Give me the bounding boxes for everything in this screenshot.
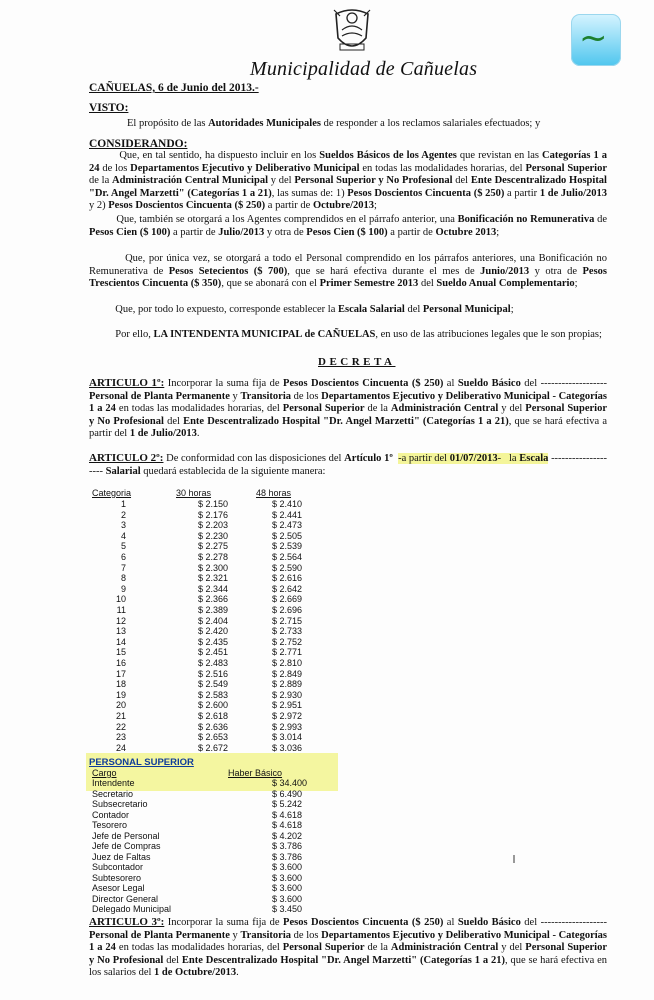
app-badge-icon: ~ [571,14,621,66]
scale-value-30h: $ 2.344 [198,583,229,594]
scale-row [0,700,654,711]
scale-value-30h: $ 2.230 [198,530,229,541]
ps-row [0,778,654,789]
scale-row [0,669,654,680]
scale-category: 11 [116,605,126,615]
scale-value-48h: $ 2.696 [272,605,303,615]
scale-value-30h: $ 2.549 [198,679,229,690]
scale-value-48h: $ 3.036 [272,742,303,753]
ps-cargo: Secretario [92,788,134,799]
municipality-title: Municipalidad de Cañuelas [250,58,478,80]
ps-row [0,873,654,884]
ps-haber: $ 3.600 [272,872,303,883]
scale-row [0,711,654,722]
scale-value-30h: $ 2.150 [198,499,229,509]
ps-row [0,799,654,810]
scale-value-48h: $ 2.889 [272,679,303,690]
scale-row [0,531,654,542]
ps-row [0,841,654,852]
ps-cargo: Intendente [92,778,135,788]
scale-category: 21 [115,711,126,721]
ps-haber: $ 3.600 [272,893,303,904]
scale-value-48h: $ 2.473 [272,520,303,531]
ps-cargo: Tesorero [92,820,128,830]
scale-header-category: Categoria [92,488,132,498]
scale-value-30h: $ 2.420 [198,626,229,637]
ps-cargo: Subtesorero [92,872,142,883]
scale-category: 14 [115,636,126,647]
ps-cargo: Juez de Faltas [92,851,151,862]
ps-cargo: Asesor Legal [92,883,145,893]
scale-row [0,573,654,584]
scale-value-30h: $ 2.653 [198,732,229,743]
scale-category: 4 [120,530,126,541]
ps-row [0,852,654,863]
scale-value-30h: $ 2.203 [198,520,229,531]
scale-category: 10 [115,594,126,605]
considerando-p4: Que, por todo lo expuesto, corresponde establecer la Escala Salarial del Personal Municipal; [89,304,514,315]
personal-superior-title: PERSONAL SUPERIOR [89,757,194,768]
ps-cargo: Director General [92,893,159,904]
scale-value-30h: $ 2.404 [198,615,229,626]
scale-value-30h: $ 2.366 [198,594,229,605]
scale-row [0,584,654,595]
scale-value-30h: $ 2.435 [198,636,229,647]
scale-row [0,732,654,743]
scale-value-30h: $ 2.300 [198,562,229,573]
ps-haber: $ 6.490 [272,788,303,799]
articulo-2-label: ARTICULO 2º: [89,452,164,464]
decreta-heading: DECRETA [318,356,396,368]
ps-haber: $ 5.242 [272,799,303,809]
scale-row [0,637,654,648]
ps-cargo: Contador [92,809,130,820]
articulo-1-label: ARTICULO 1º: [89,377,165,389]
visto-text: El propósito de las Autoridades Municipales de responder a los reclamos salariales efectuados; y [127,118,541,129]
ps-row [0,820,654,831]
ps-haber: $ 3.600 [272,883,303,893]
scale-value-30h: $ 2.516 [198,668,229,679]
scale-value-48h: $ 2.849 [272,668,303,679]
scale-header-48h: 48 horas [256,488,292,498]
ps-haber: $ 4.202 [272,830,303,841]
ps-row [0,862,654,873]
scale-row [0,722,654,733]
scale-value-48h: $ 2.505 [272,530,303,541]
scale-row [0,520,654,531]
ps-haber: $ 3.786 [272,851,303,862]
scale-value-48h: $ 2.930 [272,689,303,700]
scale-value-48h: $ 2.539 [272,541,303,552]
scale-value-48h: $ 2.733 [272,626,303,637]
scale-category: 15 [115,647,126,658]
scale-value-48h: $ 2.972 [272,711,303,721]
scale-category: 1 [120,499,126,509]
scale-category: 16 [115,658,126,668]
visto-heading: VISTO: [89,102,129,114]
scale-category: 2 [120,509,126,520]
ps-cargo: Delegado Municipal [92,904,172,914]
scale-header-30h: 30 horas [176,488,212,498]
scale-category: 19 [115,689,126,700]
scan-mark [513,855,515,863]
scale-value-30h: $ 2.389 [198,605,229,615]
articulo-2 [89,452,607,478]
ps-haber: $ 4.618 [272,809,303,820]
scale-row [0,510,654,521]
scale-category: 13 [115,626,126,637]
scale-category: 7 [120,562,126,573]
scale-value-30h: $ 2.583 [198,689,229,700]
ps-haber: $ 3.600 [272,862,303,872]
ps-haber: $ 3.450 [272,904,303,914]
scale-category: 12 [115,615,126,626]
scale-value-30h: $ 2.176 [198,509,229,520]
articulo-1-text: Incorporar la suma fija de Pesos Doscientos Cincuenta ($ 250) al Sueldo Básico del ------------------- Personal de Planta Permanente y Transitoria de los Departamentos Ejecutivo y Deliberativo Municipal - Categorías 1 a 24 en todas las modalidades horarias, del Personal Superior de la Administración Central y del Personal Superior y No Profesional del Ente Descentralizado Hospital "Dr. Angel Marzetti" (Categorías 1 a 21), que se hará efectiva a partir del 1 de Julio/2013. [89,378,608,440]
scale-row [0,605,654,616]
ps-haber: $ 4.618 [272,820,303,830]
articulo-3 [89,916,607,980]
scale-value-48h: $ 2.441 [272,509,303,520]
considerando-heading: CONSIDERANDO: [89,138,188,150]
ps-row [0,789,654,800]
scale-row [0,499,654,510]
scale-row [0,541,654,552]
ps-haber: $ 3.786 [272,841,303,851]
scale-value-48h: $ 2.951 [272,700,303,711]
scale-value-48h: $ 2.590 [272,562,303,573]
ps-row [0,810,654,821]
scale-value-30h: $ 2.483 [198,658,229,668]
scale-value-48h: $ 2.993 [272,721,303,732]
scale-row [0,658,654,669]
scale-value-30h: $ 2.600 [198,700,229,711]
articulo-3-label: ARTICULO 3º: [89,916,165,928]
ps-header-haber: Haber Básico [228,768,283,778]
ps-cargo: Jefe de Compras [92,841,161,851]
scale-value-30h: $ 2.672 [198,742,229,753]
ps-cargo: Subcontador [92,862,144,872]
articulo-2-text: De conformidad con las disposiciones del Artículo 1º -a partir del 01/07/2013- la Escala -------------------- Salarial quedará establecida de la siguiente manera: [89,453,608,477]
scale-row [0,679,654,690]
scale-row [0,594,654,605]
scale-category: 6 [120,552,126,562]
scale-value-48h: $ 2.564 [272,552,303,562]
scale-category: 9 [120,583,126,594]
scale-category: 8 [120,573,126,584]
scale-value-30h: $ 2.451 [198,647,229,658]
scale-category: 23 [115,732,126,743]
scale-value-30h: $ 2.636 [198,721,229,732]
scale-value-48h: $ 2.616 [272,573,303,584]
scale-value-30h: $ 2.321 [198,573,229,584]
articulo-3-text: Incorporar la suma fija de Pesos Doscientos Cincuenta ($ 250) al Sueldo Básico del ------------------- Personal de Planta Permanente y Transitoria de los Departamentos Ejecutivo y Deliberativo Municipal - Categorías 1 a 24 en todas las modalidades horarias, del Personal Superior de la Administración Central y del Personal Superior y No Profesional del Ente Descentralizado Hospital "Dr. Angel Marzetti" (Categorías 1 a 21), que se hará efectiva en los salarios del 1 de Octubre/2013. [89,917,608,979]
scale-category: 22 [115,721,126,732]
scale-value-48h: $ 3.014 [272,732,303,743]
ps-cargo: Jefe de Personal [92,830,160,841]
scale-value-30h: $ 2.278 [198,552,229,562]
scale-row [0,552,654,563]
ps-row [0,894,654,905]
considerando-p5: Por ello, LA INTENDENTA MUNICIPAL de CAÑUELAS, en uso de las atribuciones legales que le son propias; [89,329,602,340]
ps-row [0,831,654,842]
scale-value-48h: $ 2.771 [272,647,303,658]
scale-value-48h: $ 2.410 [272,499,303,509]
articulo-1 [89,377,607,441]
ps-header-cargo: Cargo [92,768,117,778]
scale-category: 17 [115,668,126,679]
scale-row [0,690,654,701]
scale-value-30h: $ 2.275 [198,541,229,552]
scale-value-48h: $ 2.669 [272,594,303,605]
ps-cargo: Subsecretario [92,799,148,809]
scale-row [0,563,654,574]
ps-row [0,904,654,915]
scale-category: 18 [115,679,126,690]
scale-value-48h: $ 2.715 [272,615,303,626]
scale-value-48h: $ 2.642 [272,583,303,594]
ps-haber: $ 34.400 [272,778,308,788]
scale-category: 20 [115,700,126,711]
scale-category: 3 [120,520,126,531]
considerando-p1: Que, en tal sentido, ha dispuesto incluir en los Sueldos Básicos de los Agentes que revistan en las Categorías 1 a 24 de los Departamentos Ejecutivo y Deliberativo Municipal en todas las modalidades horarias, del Personal Superior de la Administración Central Municipal y del Personal Superior y No Profesional del Ente Descentralizado Hospital "Dr. Angel Marzetti" (Categorías 1 a 21), las sumas de: 1) Pesos Doscientos Cincuenta ($ 250) a partir 1 de Julio/2013 y 2) Pesos Doscientos Cincuenta ($ 250) a partir de Octubre/2013; [89,150,608,212]
scale-row [0,626,654,637]
municipal-crest-icon [330,4,374,56]
scale-row [0,647,654,658]
scale-row [0,616,654,627]
scale-category: 5 [120,541,126,552]
ps-row [0,883,654,894]
scale-value-48h: $ 2.752 [272,636,303,647]
scale-category: 24 [115,742,126,753]
considerando-p3: Que, por única vez, se otorgará a todo el Personal comprendido en los párrafos anteriores, una Bonificación no Remunerativa de Pesos Setecientos ($ 700), que se hará efectiva durante el mes de Junio/2013 y otra de Pesos Trescientos Cincuenta ($ 350), que se abonará con el Primer Semestre 2013 del Sueldo Anual Complementario; [89,253,607,290]
scale-value-30h: $ 2.618 [198,711,229,721]
date-line: CAÑUELAS, 6 de Junio del 2013.- [89,82,259,94]
considerando-p2: Que, también se otorgará a los Agentes comprendidos en el párrafo anterior, una Bonificación no Remunerativa de Pesos Cien ($ 100) a partir de Julio/2013 y otra de Pesos Cien ($ 100) a partir de Octubre 2013; [89,214,607,238]
scale-value-48h: $ 2.810 [272,658,303,668]
